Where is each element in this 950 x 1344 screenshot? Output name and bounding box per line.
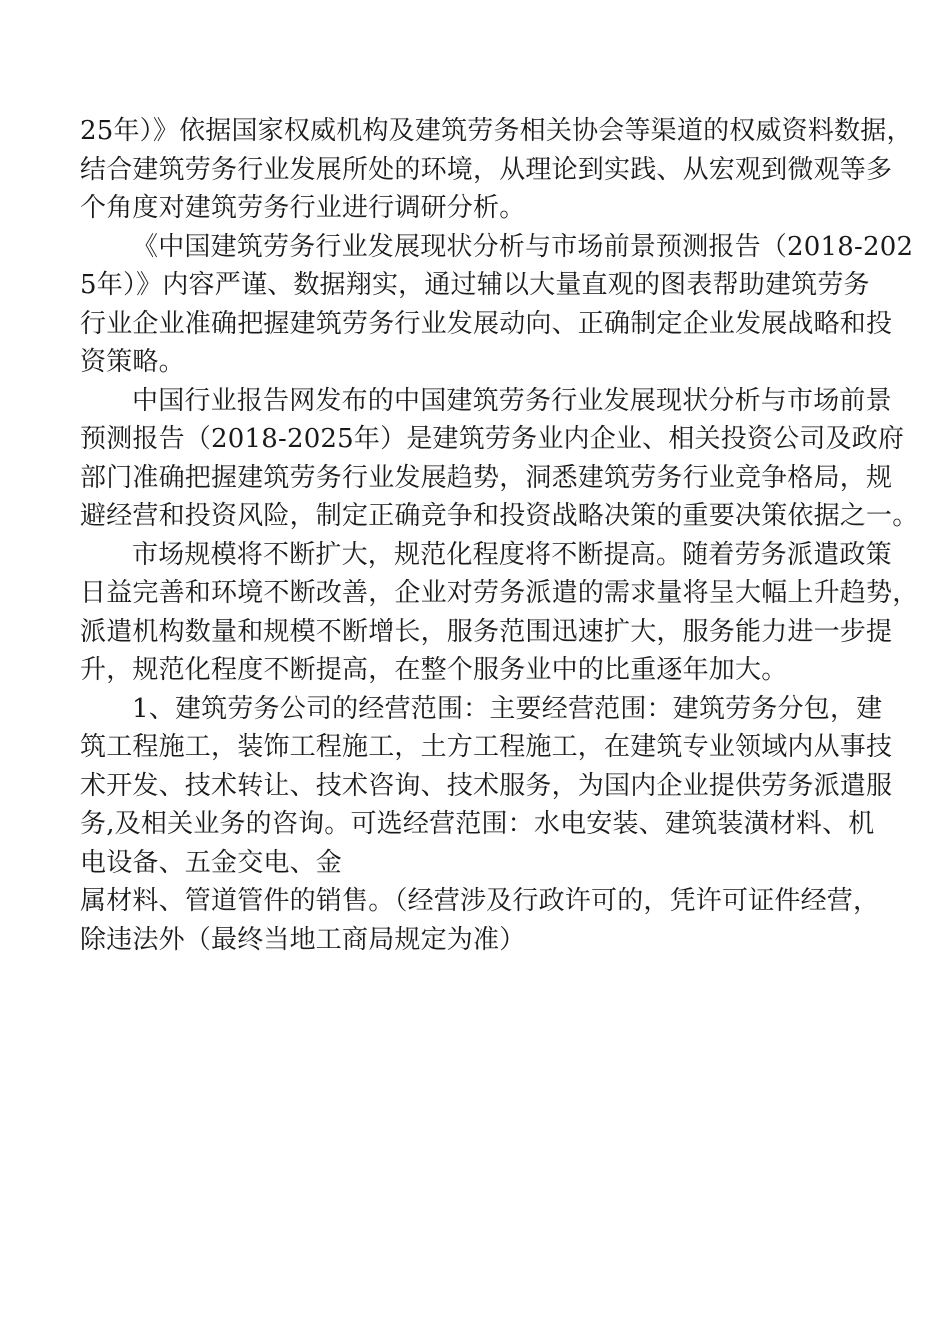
text-line: 属材料、管道管件的销售。（经营涉及行政许可的，凭许可证件经营，: [80, 886, 880, 916]
text-line: 预测报告（2018-2025年）是建筑劳务业内企业、相关投资公司及政府: [80, 424, 905, 454]
paragraph: [80, 690, 893, 960]
paragraph: [80, 228, 914, 382]
text-line: 筑工程施工，装饰工程施工，土方工程施工，在建筑专业领域内从事技: [80, 732, 893, 762]
text-line: 日益完善和环境不断改善，企业对劳务派遣的需求量将呈大幅上升趋势，: [80, 578, 919, 608]
text-line: 避经营和投资风险，制定正确竞争和投资战略决策的重要决策依据之一。: [80, 501, 919, 531]
text-line: 部门准确把握建筑劳务行业发展趋势，洞悉建筑劳务行业竞争格局，规: [80, 462, 893, 493]
text-line: 资策略。: [80, 347, 185, 377]
text-line: 派遣机构数量和规模不断增长，服务范围迅速扩大，服务能力进一步提: [80, 616, 893, 647]
text-line: 中国行业报告网发布的中国建筑劳务行业发展现状分析与市场前景: [132, 385, 892, 416]
paragraph: [80, 112, 913, 228]
text-line: 1、建筑劳务公司的经营范围：主要经营范围：建筑劳务分包，建: [132, 693, 883, 724]
paragraph: [80, 382, 919, 536]
document-body: [80, 112, 919, 959]
text-line: 5年）》内容严谨、数据翔实，通过辅以大量直观的图表帮助建筑劳务: [80, 270, 870, 300]
paragraph: [80, 536, 919, 690]
text-line: 除违法外（最终当地工商局规定为准）: [80, 924, 526, 955]
text-line: 升，规范化程度不断提高，在整个服务业中的比重逐年加大。: [80, 655, 788, 685]
text-line: 电设备、五金交电、金: [80, 847, 343, 878]
text-line: 《中国建筑劳务行业发展现状分析与市场前景预测报告（2018-202: [132, 231, 914, 262]
text-line: 市场规模将不断扩大，规范化程度将不断提高。随着劳务派遣政策: [132, 539, 892, 570]
text-line: 25年）》依据国家权威机构及建筑劳务相关协会等渠道的权威资料数据，: [80, 116, 913, 146]
text-line: 个角度对建筑劳务行业进行调研分析。: [80, 193, 526, 223]
text-line: 务,及相关业务的咨询。可选经营范围：水电安装、建筑装潢材料、机: [80, 809, 875, 839]
text-line: 术开发、技术转让、技术咨询、技术服务，为国内企业提供劳务派遣服: [80, 770, 893, 801]
text-line: 行业企业准确把握建筑劳务行业发展动向、正确制定企业发展战略和投: [80, 308, 893, 339]
text-line: 结合建筑劳务行业发展所处的环境，从理论到实践、从宏观到微观等多: [80, 154, 893, 185]
